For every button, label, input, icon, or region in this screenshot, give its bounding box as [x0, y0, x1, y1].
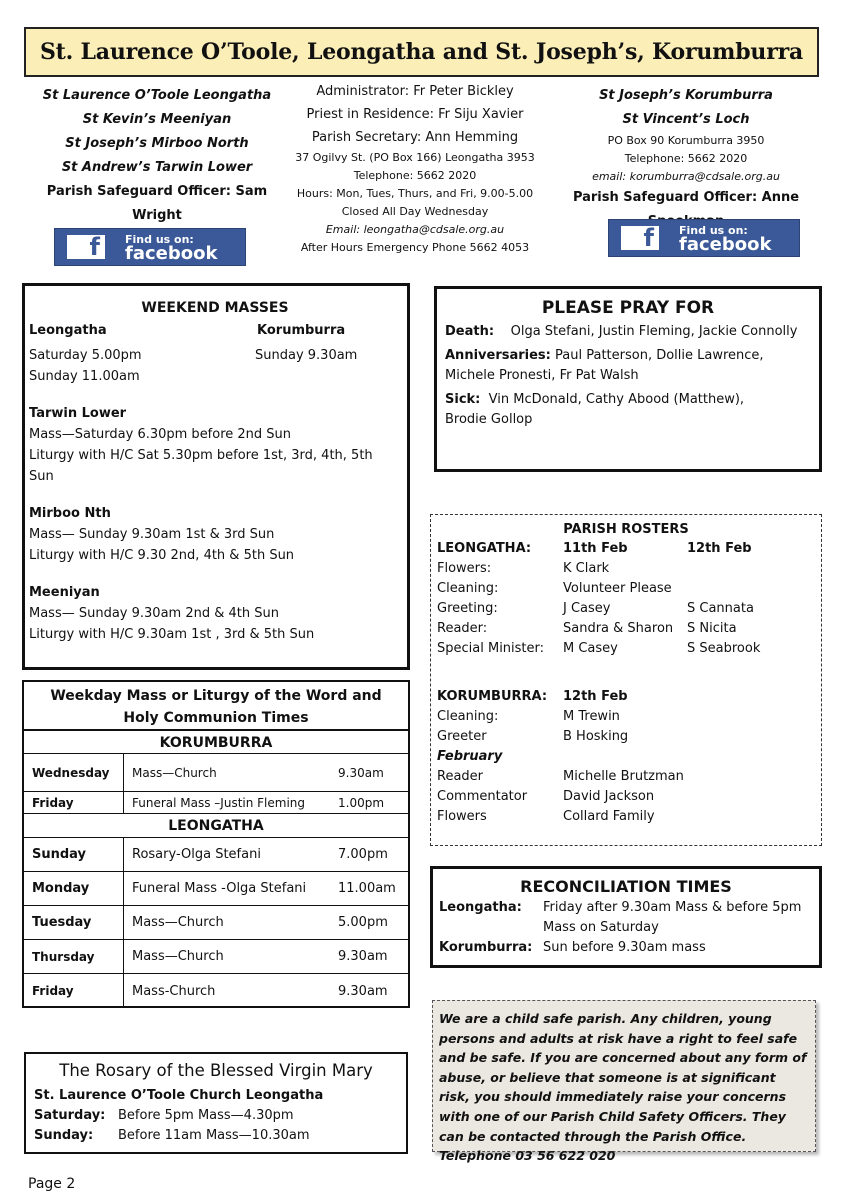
please-pray-title: PLEASE PRAY FOR [541, 298, 715, 318]
anniversaries-names: Paul Patterson, Dollie Lawrence, [555, 348, 764, 363]
leongatha-times: Mass on Saturday [543, 920, 659, 935]
sick-label: Sick: [445, 392, 481, 407]
roster-row: Greeting: J Casey S Cannata [437, 601, 754, 616]
table-row: Monday Funeral Mass -Olga Stefani 11.00am [24, 872, 408, 906]
table-row: Friday Mass-Church 9.30am [24, 974, 408, 1008]
roster-row: Reader Michelle Brutzman [437, 769, 684, 784]
meeniyan-heading: Meeniyan [29, 585, 100, 600]
sick-names: Vin McDonald, Cathy Abood (Matthew), [488, 392, 745, 407]
meeniyan-liturgy: Liturgy with H/C 9.30am 1st , 3rd & 5th Sun [29, 627, 315, 642]
leongatha-section: LEONGATHA [24, 814, 408, 838]
roster-row: Greeter B Hosking [437, 729, 629, 744]
weekend-masses-box [22, 283, 410, 670]
korumburra-roster-header: KORUMBURRA: 12th Feb [437, 689, 628, 704]
sunday-time: Before 11am Mass—10.30am [118, 1128, 310, 1143]
facebook-label: facebook [679, 234, 772, 255]
parish-secretary: Parish Secretary: Ann Hemming [311, 130, 519, 145]
weekday-mass-table [22, 680, 410, 1008]
child-safe-notice [432, 1000, 816, 1164]
saturday-time: Before 5pm Mass—4.30pm [118, 1108, 294, 1123]
banner-title: St. Laurence O’Toole, Leongatha and St. Joseph’s, Korumburra [39, 39, 804, 65]
emergency-phone: After Hours Emergency Phone 5662 4053 [300, 241, 530, 254]
meeniyan-mass: Mass— Sunday 9.30am 2nd & 4th Sun [29, 606, 279, 621]
mirboo-heading: Mirboo Nth [29, 506, 111, 521]
parish-rosters-box [430, 514, 822, 846]
church-name: St Andrew’s Tarwin Lower [61, 160, 253, 175]
po-box: PO Box 90 Korumburra 3950 [607, 134, 765, 147]
please-pray-box [434, 286, 822, 472]
february-label: February [437, 749, 503, 764]
office-hours: Hours: Mon, Tues, Thurs, and Fri, 9.00-5.00 [296, 187, 534, 200]
mirboo-liturgy: Liturgy with H/C 9.30 2nd, 4th & 5th Sun [29, 548, 295, 563]
death-names: Olga Stefani, Justin Fleming, Jackie Connolly [510, 324, 798, 339]
facebook-button[interactable] [54, 228, 246, 266]
weekday-table-title: Weekday Mass or Liturgy of the Word and Holy Communion Times [24, 682, 408, 730]
korumburra-label: Korumburra: [439, 940, 533, 955]
closed-note: Closed All Day Wednesday [341, 205, 489, 218]
rosary-title: The Rosary of the Blessed Virgin Mary [59, 1061, 373, 1080]
facebook-button[interactable] [608, 219, 800, 257]
safeguard-officer: Parish Safeguard Officer: Anne [572, 190, 800, 205]
tarwin-liturgy: Liturgy with H/C Sat 5.30pm before 1st, 3rd, 4th, 5th Sun [29, 448, 373, 484]
korumburra-sunday: Sunday 9.30am [255, 348, 358, 363]
leongatha-heading: Leongatha [29, 323, 107, 338]
rosters-title: PARISH ROSTERS [563, 522, 689, 537]
roster-row: Reader: Sandra & Sharon S Nicita [437, 621, 737, 636]
table-row: Sunday Rosary-Olga Stefani 7.00pm [24, 838, 408, 872]
child-safe-text: We are a child safe parish. Any children, young persons and adults at risk have a right to feel safe and be safe. If you are concerned about any form of abuse, or believe that someone is at significant risk, you should immediately raise your concerns with one of our Parish Child Safety Officers. They can be contacted through the Parish Office. Telephone 03 56 622 020 [439, 1011, 807, 1164]
facebook-f-icon: f [67, 235, 105, 259]
leongatha-times: Friday after 9.30am Mass & before 5pm [543, 900, 802, 915]
reconciliation-title: RECONCILIATION TIMES [520, 877, 732, 896]
leongatha-sunday: Sunday 11.00am [29, 369, 140, 384]
administrator: Administrator: Fr Peter Bickley [316, 84, 514, 99]
korumburra-section: KORUMBURRA [24, 730, 408, 754]
right-header [536, 84, 836, 234]
reconciliation-box [430, 866, 822, 968]
table-row: Friday Funeral Mass –Justin Fleming 1.00pm [24, 792, 408, 814]
facebook-f-icon: f [621, 226, 659, 250]
telephone: Telephone: 5662 2020 [624, 152, 748, 165]
facebook-find-label: Find us on: [125, 233, 194, 246]
facebook-label: facebook [125, 243, 218, 264]
table-row: Tuesday Mass—Church 5.00pm [24, 906, 408, 940]
sunday-label: Sunday: [34, 1128, 94, 1143]
sick-names: Brodie Gollop [445, 412, 533, 427]
rosary-church: St. Laurence O’Toole Church Leongatha [34, 1088, 324, 1103]
email-link[interactable]: Email: leongatha@cdsale.org.au [325, 223, 505, 236]
korumburra-times: Sun before 9.30am mass [543, 940, 706, 955]
roster-row: Cleaning: M Trewin [437, 709, 620, 724]
left-header [24, 84, 290, 228]
death-label: Death: [445, 324, 495, 339]
church-name: St Kevin’s Meeniyan [82, 112, 232, 127]
church-name: St Joseph’s Korumburra [599, 88, 773, 103]
church-name: St Vincent’s Loch [622, 112, 750, 127]
roster-row: Cleaning: Volunteer Please [437, 581, 672, 596]
telephone: Telephone: 5662 2020 [353, 169, 477, 182]
korumburra-heading: Korumburra [257, 323, 346, 338]
church-name: St Joseph’s Mirboo North [65, 136, 249, 151]
address: 37 Ogilvy St. (PO Box 166) Leongatha 3953 [295, 151, 535, 164]
leongatha-roster-header: LEONGATHA: 11th Feb 12th Feb [437, 541, 752, 556]
roster-row: Special Minister: M Casey S Seabrook [437, 641, 761, 656]
page-number: Page 2 [28, 1176, 76, 1192]
table-row: Thursday Mass—Church 9.30am [24, 940, 408, 974]
leongatha-label: Leongatha: [439, 900, 522, 915]
tarwin-mass: Mass—Saturday 6.30pm before 2nd Sun [29, 427, 292, 442]
anniversaries-names: Michele Pronesti, Fr Pat Walsh [445, 368, 639, 383]
middle-header [290, 80, 540, 257]
roster-row: Flowers Collard Family [437, 809, 655, 824]
tarwin-heading: Tarwin Lower [29, 406, 127, 421]
anniversaries-label: Anniversaries: [445, 348, 551, 363]
church-name: St Laurence O’Toole Leongatha [42, 88, 272, 103]
roster-row: Flowers: K Clark [437, 561, 610, 576]
table-row: Wednesday Mass—Church 9.30am [24, 754, 408, 792]
safeguard-officer: Parish Safeguard Officer: Sam Wright [46, 184, 268, 223]
weekend-masses-title: WEEKEND MASSES [141, 300, 289, 316]
saturday-label: Saturday: [34, 1108, 106, 1123]
mirboo-mass: Mass— Sunday 9.30am 1st & 3rd Sun [29, 527, 275, 542]
email-link[interactable]: email: korumburra@cdsale.org.au [592, 170, 780, 183]
roster-row: Commentator David Jackson [437, 789, 655, 804]
facebook-find-label: Find us on: [679, 224, 748, 237]
priest-in-residence: Priest in Residence: Fr Siju Xavier [306, 107, 524, 122]
rosary-box [24, 1052, 408, 1154]
parish-banner [24, 27, 819, 77]
leongatha-saturday: Saturday 5.00pm [29, 348, 142, 363]
